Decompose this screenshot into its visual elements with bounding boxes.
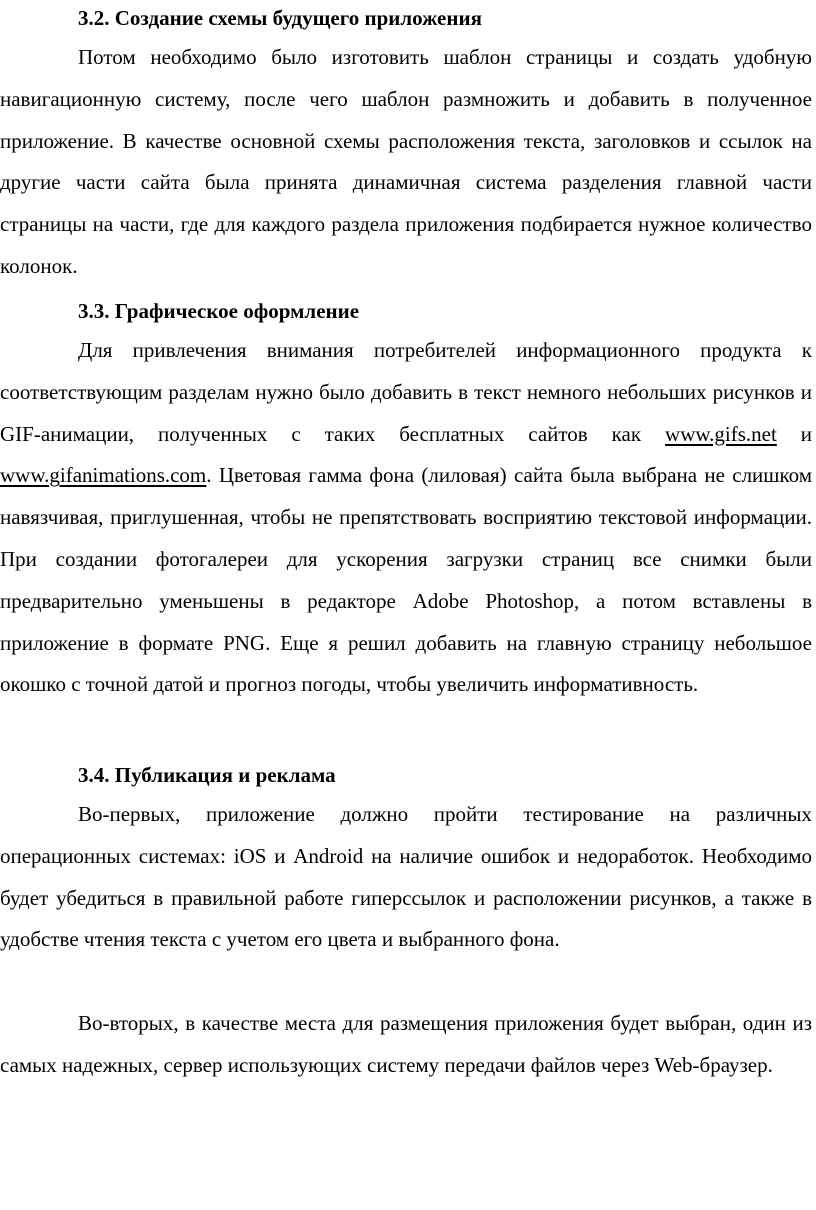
link-gifanimations-com[interactable]: www.gifanimations.com (0, 463, 207, 488)
section-heading-3-3: 3.3. Графическое оформление (78, 299, 360, 323)
link-gifs-net[interactable]: www.gifs.net (665, 421, 777, 446)
paragraph-3-3 (0, 330, 812, 706)
paragraph-3-4-second: Во-вторых, в качестве места для размещения приложения будет выбран, один из самых надежных, сервер использующих систему передачи файлов через Web-браузер. (0, 1011, 812, 1077)
section-heading-3-2: 3.2. Создание схемы будущего приложения (78, 6, 482, 30)
paragraph-3-3-text-start: Для привлечения внимания потребителей информационного продукта к соответствующим разделам нужно было добавить в текст немного небольших рисунков и GIF-анимации, полученных с таких бесплатных сайтов как (0, 338, 812, 446)
paragraph-3-4-first: Во-первых, приложение должно пройти тестирование на различных операционных системах: iOS и Android на наличие ошибок и недоработок. Необходимо будет убедиться в правильной работе гиперссылок и расположении рисунков, а также в удобстве чтения текста с учетом его цвета и выбранного фона. (0, 802, 812, 952)
paragraph-3-3-text-end: . Цветовая гамма фона (лиловая) сайта была выбрана не слишком навязчивая, приглушенная, чтобы не препятствовать восприятию текстовой информации. При создании фотогалереи для ускорения загрузки страниц все снимки были предварительно уменьшены в редакторе Adobe Photoshop, а потом вставлены в приложение в формате PNG. Еще я решил добавить на главную страницу небольшое окошко с точной датой и прогноз погоды, чтобы увеличить информативность. (0, 463, 812, 697)
section-heading-3-4: 3.4. Публикация и реклама (78, 763, 336, 787)
paragraph-3-3-conjunction: и (800, 421, 813, 446)
paragraph-3-2: Потом необходимо было изготовить шаблон страницы и создать удобную навигационную систему, после чего шаблон размножить и добавить в полученное приложение. В качестве основной схемы расположения текста, заголовков и ссылок на другие части сайта была принята динамичная система разделения главной части страницы на части, где для каждого раздела приложения подбирается нужное количество колонок. (0, 45, 812, 278)
